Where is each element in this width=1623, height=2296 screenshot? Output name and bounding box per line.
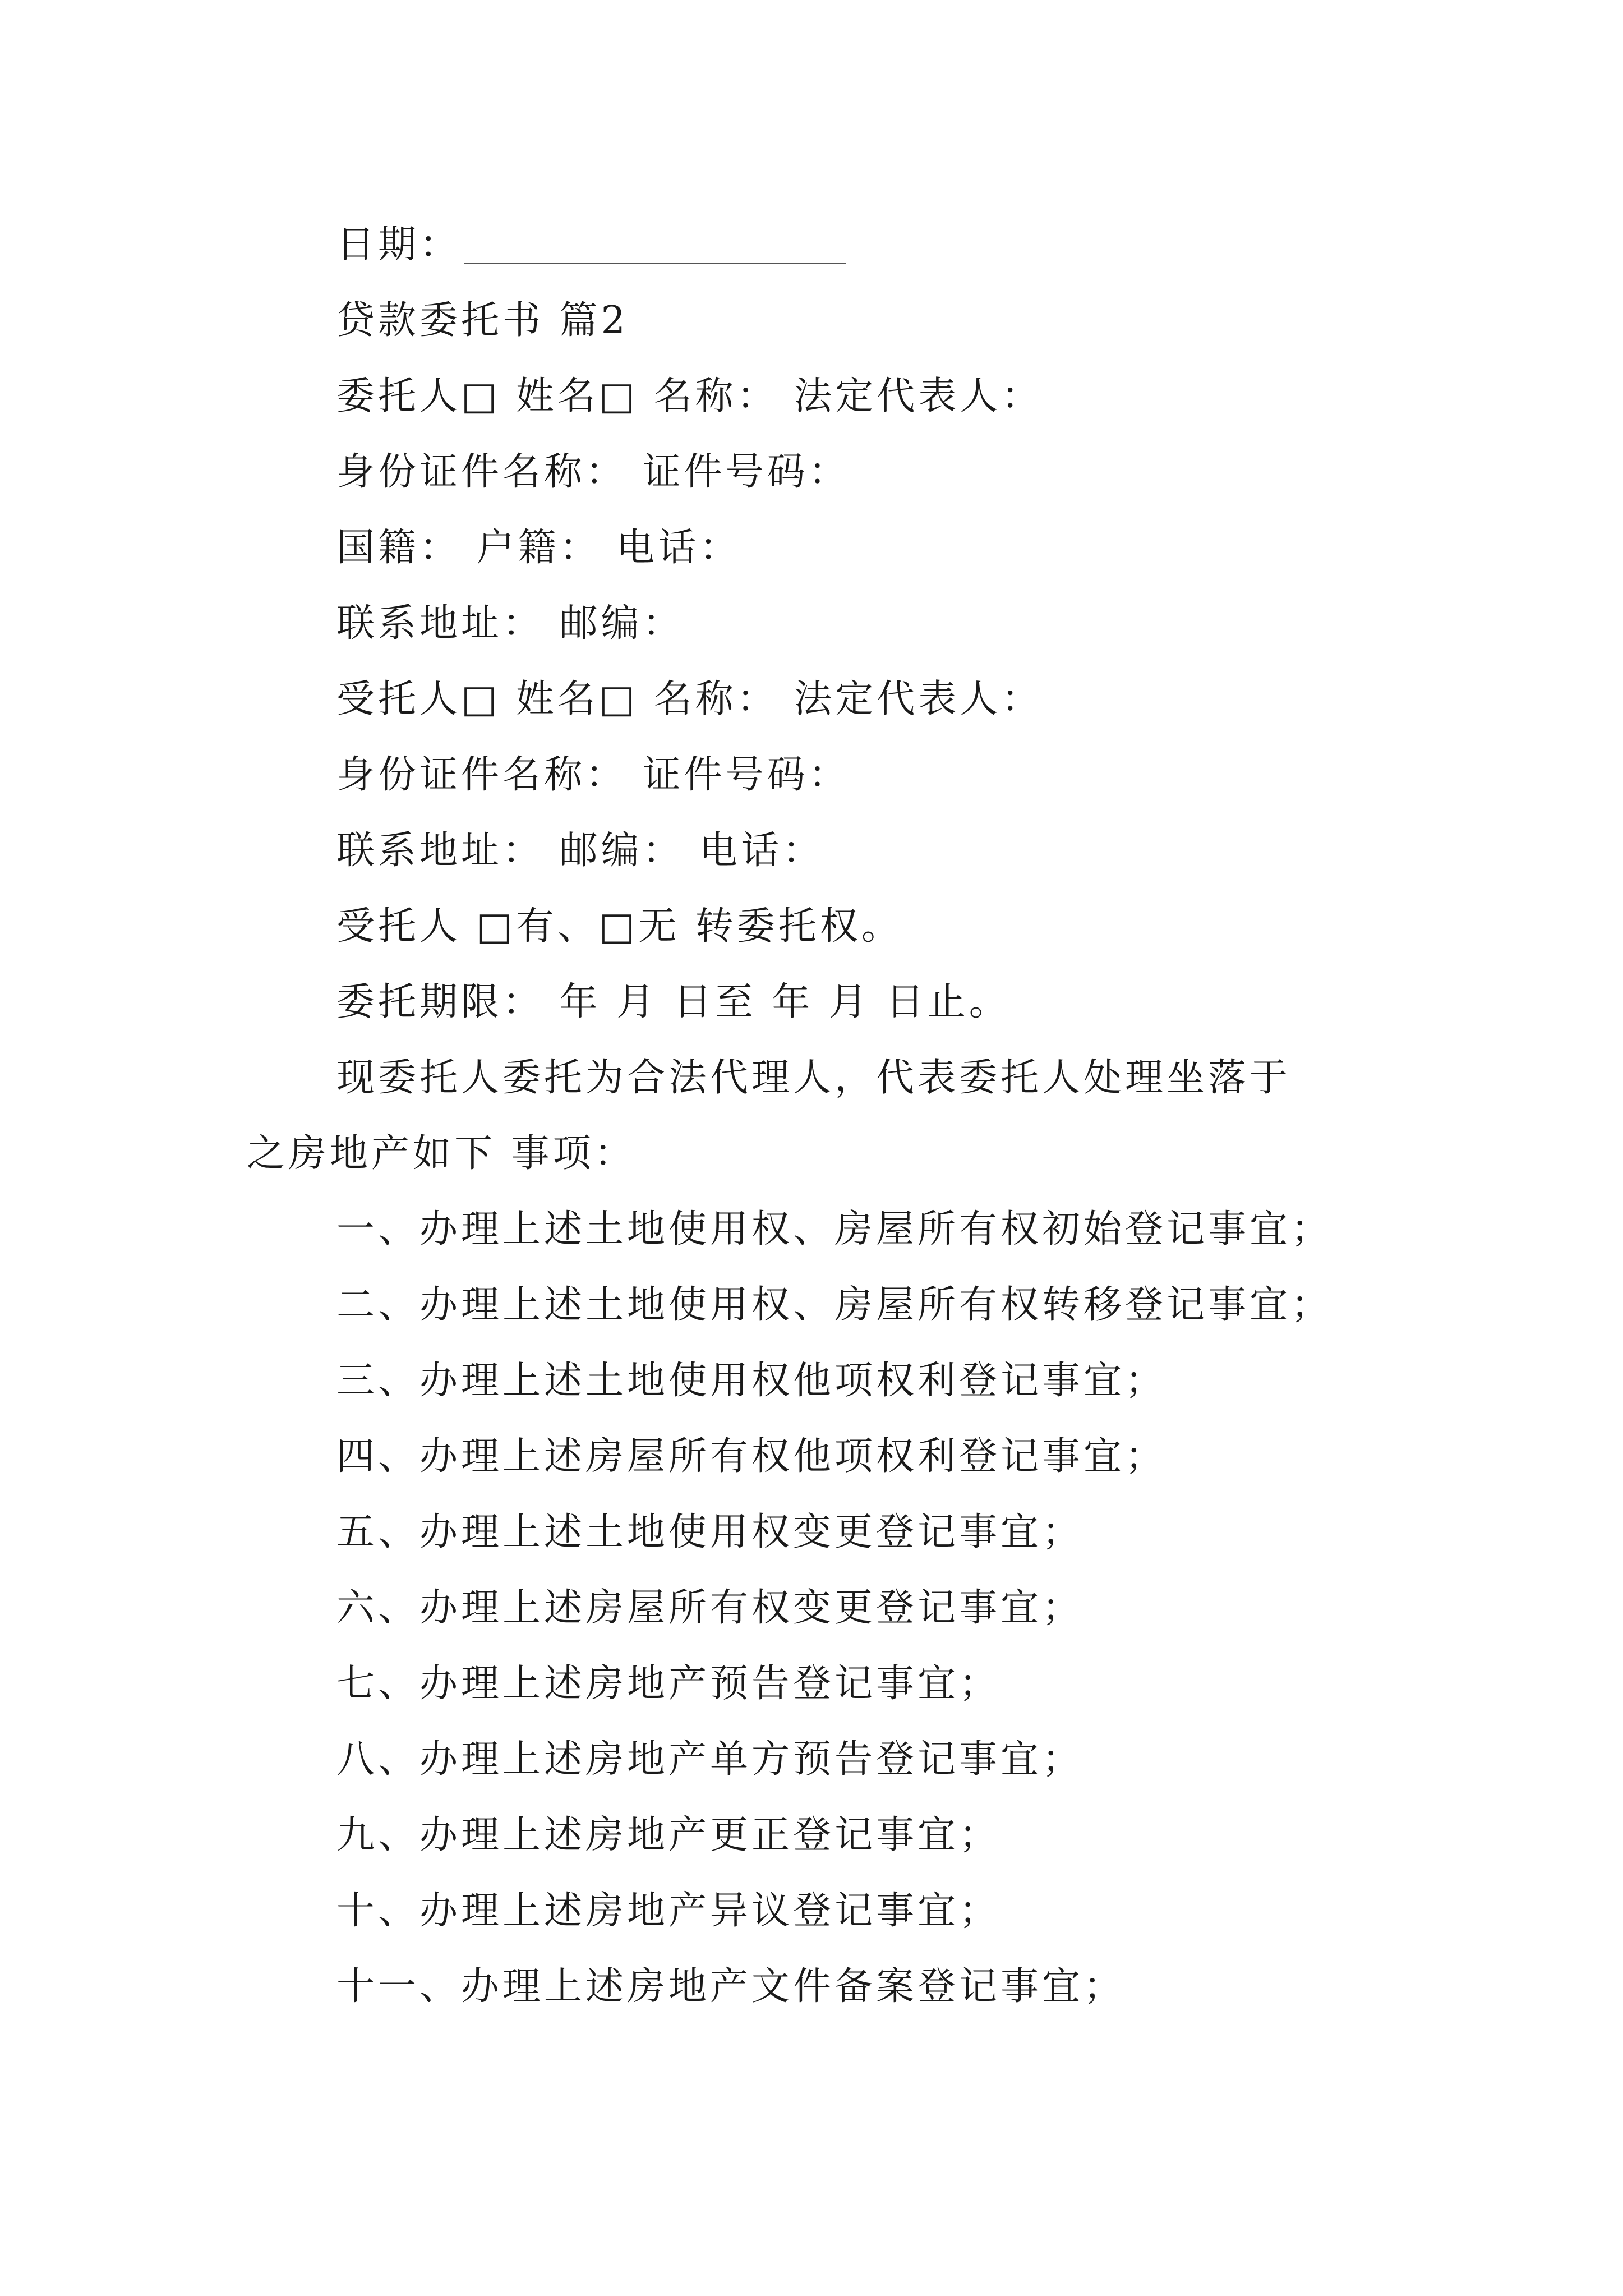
principal-id-line: 身份证件名称： 证件号码： <box>336 450 850 494</box>
list-item: 六、办理上述房屋所有权变更登记事宜； <box>336 1586 1084 1630</box>
subdelegation-line: 受托人 □有、□无 转委托权。 <box>336 904 903 949</box>
list-item: 七、办理上述房地产预告登记事宜； <box>336 1662 1001 1706</box>
statement-line-2: 之房地产如下 事项： <box>247 1131 636 1176</box>
principal-address-line: 联系地址： 邮编： <box>336 601 684 646</box>
term-line: 委托期限： 年 月 日至 年 月 日止。 <box>336 980 1011 1024</box>
principal-nationality-line: 国籍： 户籍： 电话： <box>336 526 741 570</box>
list-item: 九、办理上述房地产更正登记事宜； <box>336 1813 1001 1857</box>
list-item: 一、办理上述土地使用权、房屋所有权初始登记事宜； <box>336 1207 1333 1251</box>
list-item: 三、办理上述土地使用权他项权利登记事宜； <box>336 1359 1167 1403</box>
principal-name-line: 委托人□ 姓名□ 名称： 法定代表人： <box>336 374 1043 418</box>
list-item: 五、办理上述土地使用权变更登记事宜； <box>336 1510 1084 1554</box>
date-blank-field[interactable] <box>464 224 846 264</box>
list-item: 四、办理上述房屋所有权他项权利登记事宜； <box>336 1434 1167 1479</box>
list-item: 十一、办理上述房地产文件备案登记事宜； <box>336 1964 1126 2009</box>
section-heading: 贷款委托书 篇2 <box>336 298 629 343</box>
statement-line-1: 现委托人委托为合法代理人，代表委托人处理坐落于 <box>336 1056 1292 1100</box>
agent-id-line: 身份证件名称： 证件号码： <box>336 753 850 797</box>
list-item: 八、办理上述房地产单方预告登记事宜； <box>336 1737 1084 1782</box>
list-item: 十、办理上述房地产异议登记事宜； <box>336 1889 1001 1933</box>
agent-name-line: 受托人□ 姓名□ 名称： 法定代表人： <box>336 677 1043 721</box>
agent-address-line: 联系地址： 邮编： 电话： <box>336 829 824 873</box>
date-line <box>336 217 846 273</box>
list-item: 二、办理上述土地使用权、房屋所有权转移登记事宜； <box>336 1283 1333 1327</box>
date-label: 日期： <box>336 223 462 267</box>
